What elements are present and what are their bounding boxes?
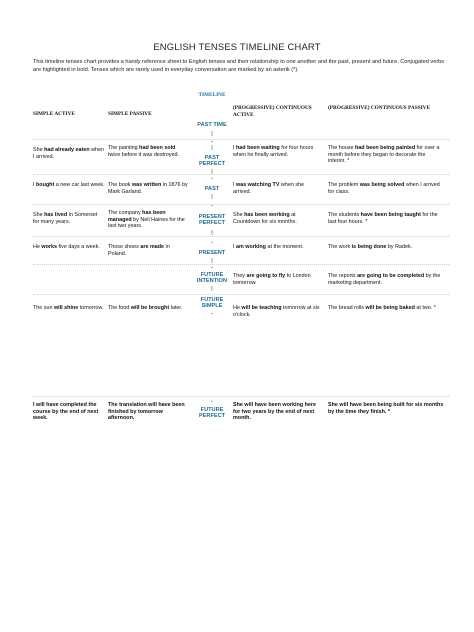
- sentence-text: I: [233, 182, 236, 188]
- timeline-past-perfect: PAST PERFECT: [198, 155, 226, 168]
- timeline-tick: |: [211, 258, 213, 264]
- sentence-text: in Poland.: [108, 244, 170, 257]
- sentence-text: by the marketing department.: [328, 273, 441, 286]
- timeline-arrow-icon: ⌄: [209, 398, 215, 404]
- cell-simple-active: [33, 305, 105, 312]
- sentence-text: in 1876 by Mark Garland.: [108, 182, 188, 195]
- cell-progressive-passive: [328, 244, 444, 251]
- conjugated-verb: had been waiting: [236, 145, 280, 151]
- sentence-text: She: [33, 212, 45, 218]
- cell-progressive-active: [233, 305, 323, 318]
- timeline-present-perfect: PRESENT PERFECT: [198, 214, 226, 227]
- sentence-text: five days a week.: [56, 244, 100, 250]
- cell-simple-active: [33, 147, 105, 160]
- sentence-text: when I arrived for class.: [328, 182, 440, 195]
- row-separator: [33, 294, 449, 295]
- conjugated-verb: She will have been being built for six months by the time they finish. *: [328, 402, 444, 415]
- conjugated-verb: are made: [140, 244, 165, 250]
- timeline-tick: |: [211, 169, 213, 175]
- conjugated-verb: She will have been working here for two years by the end of next month.: [233, 402, 316, 422]
- timeline-arrow-icon: ⌄: [209, 138, 215, 144]
- conjugated-verb: I will have completed the course by the end of next week.: [33, 402, 99, 422]
- conjugated-verb: was being solved: [359, 182, 405, 188]
- cell-simple-active: [33, 402, 105, 422]
- conjugated-verb: am working: [236, 244, 266, 250]
- sentence-text: tomorrow at six o'clock.: [233, 305, 320, 318]
- sentence-text: for over a month before they began to decorate the interior. *: [328, 145, 440, 165]
- column-header-progressive-active: (PROGRESSIVE) CONTINUOUS ACTIVE: [233, 105, 312, 118]
- sentence-text: The food: [108, 305, 131, 311]
- sentence-text: He: [233, 305, 242, 311]
- sentence-text: The students: [328, 212, 361, 218]
- conjugated-verb: had been being painted: [354, 145, 416, 151]
- timeline-future-perfect: FUTURE PERFECT: [198, 407, 226, 420]
- conjugated-verb: had already eaten: [44, 147, 90, 153]
- conjugated-verb: will shine: [53, 305, 79, 311]
- sentence-text: I: [233, 244, 236, 250]
- timeline-present: PRESENT: [198, 250, 226, 256]
- conjugated-verb: will be brought: [130, 305, 170, 311]
- sentence-text: for four hours when he finally arrived.: [233, 145, 314, 158]
- timeline-arrow-icon: ⌄: [209, 239, 215, 245]
- row-separator: [33, 204, 449, 205]
- timeline-future-intention: FUTURE INTENTION: [196, 272, 228, 285]
- sentence-text: by Radek.: [386, 244, 413, 250]
- cell-progressive-passive: [328, 273, 444, 286]
- cell-simple-active: [33, 212, 105, 225]
- timeline-tick: |: [211, 131, 213, 137]
- page-title: ENGLISH TENSES TIMELINE CHART: [153, 41, 321, 52]
- cell-progressive-passive: [328, 402, 444, 415]
- sentence-text: later.: [169, 305, 183, 311]
- timeline-future-simple: FUTURE SIMPLE: [200, 297, 224, 310]
- sentence-text: Those shoes: [108, 244, 141, 250]
- cell-progressive-active: [233, 182, 323, 195]
- sentence-text: twice before it was destroyed.: [108, 151, 180, 158]
- sentence-text: The book: [108, 182, 132, 188]
- sentence-text: at Countdown for six months.: [233, 212, 297, 225]
- cell-simple-passive: [108, 210, 188, 230]
- sentence-text: The company: [108, 210, 143, 216]
- conjugated-verb: was watching TV: [236, 182, 280, 188]
- cell-simple-active: [33, 182, 105, 189]
- column-header-simple-active: SIMPLE ACTIVE: [33, 111, 75, 117]
- cell-progressive-passive: [328, 182, 444, 195]
- sentence-text: She: [233, 212, 245, 218]
- conjugated-verb: is being done: [351, 244, 387, 250]
- timeline-header: TIMELINE: [198, 92, 226, 98]
- cell-simple-active: [33, 244, 105, 251]
- sentence-text: The painting: [108, 145, 140, 151]
- sentence-text: a new car last week.: [54, 182, 105, 188]
- column-header-simple-passive: SIMPLE PASSIVE: [108, 111, 152, 117]
- cell-simple-passive: [108, 402, 188, 422]
- cell-progressive-active: [233, 212, 323, 225]
- conjugated-verb: was written: [131, 182, 162, 188]
- conjugated-verb: has lived: [44, 212, 68, 218]
- cell-progressive-active: [233, 145, 323, 158]
- sentence-text: when I arrived.: [33, 147, 105, 160]
- cell-simple-passive: [108, 145, 188, 158]
- timeline-tick: |: [211, 286, 213, 292]
- sentence-text: The problem: [328, 182, 360, 188]
- sentence-text: I: [233, 145, 236, 151]
- conjugated-verb: works: [41, 244, 57, 250]
- sentence-text: in Somerset for many years.: [33, 212, 98, 225]
- sentence-text: at two. *: [414, 305, 436, 311]
- conjugated-verb: The translation will have been finished by tomorrow afternoon.: [108, 402, 185, 422]
- timeline-arrow-icon: ⌄: [209, 264, 215, 270]
- conjugated-verb: had been sold: [139, 145, 176, 151]
- cell-progressive-passive: [328, 305, 444, 312]
- conjugated-verb: are going to be completed: [357, 273, 425, 279]
- timeline-tick: |: [211, 145, 213, 151]
- cell-progressive-active: [233, 273, 323, 286]
- cell-simple-passive: [108, 244, 188, 257]
- sentence-text: She: [33, 147, 45, 153]
- conjugated-verb: has been working: [244, 212, 290, 218]
- timeline-past: PAST: [204, 186, 220, 192]
- conjugated-verb: will be teaching: [241, 305, 282, 311]
- conjugated-verb: are going to fly: [246, 273, 286, 279]
- sentence-text: The reports: [328, 273, 358, 279]
- cell-progressive-passive: [328, 212, 444, 225]
- row-separator: [33, 174, 449, 175]
- conjugated-verb: has been managed: [108, 210, 166, 223]
- sentence-text: They: [233, 273, 247, 279]
- timeline-arrow-icon: ⌄: [209, 202, 215, 208]
- sentence-text: by Neil Haines for the last two years.: [108, 216, 185, 230]
- cell-simple-passive: [108, 305, 188, 312]
- row-separator: [33, 396, 449, 397]
- sentence-text: tomorrow.: [78, 305, 104, 311]
- row-separator: [33, 264, 449, 265]
- column-header-progressive-passive: (PROGRESSIVE) CONTINUOUS PASSIVE: [328, 105, 431, 111]
- timeline-arrow-icon: ⌄: [209, 175, 215, 181]
- timeline-past-time: PAST TIME: [197, 122, 227, 128]
- row-separator: [33, 139, 449, 140]
- sentence-text: at the moment.: [265, 244, 304, 250]
- sentence-text: The house: [328, 145, 355, 151]
- sentence-text: when she arrived.: [233, 182, 305, 195]
- conjugated-verb: bought: [36, 182, 55, 188]
- intro-paragraph: This timeline tenses chart provides a handy reference sheet to English tenses and their relationship to one another and the past, present and future. Conjugated verbs are highlighted in bold. Tenses which are rarely used in everyday conversation are marked by an asterik (*).: [33, 59, 445, 74]
- sentence-text: The bread rolls: [328, 305, 366, 311]
- sentence-text: The work: [328, 244, 352, 250]
- cell-progressive-active: [233, 244, 323, 251]
- sentence-text: I: [33, 182, 36, 188]
- conjugated-verb: have been being taught: [360, 212, 421, 218]
- row-separator: [33, 236, 449, 237]
- conjugated-verb: will be being baked: [365, 305, 415, 311]
- timeline-tick: |: [211, 230, 213, 236]
- cell-progressive-active: [233, 402, 323, 422]
- sentence-text: for the last four hours. *: [328, 212, 438, 225]
- timeline-tick: |: [211, 194, 213, 200]
- cell-simple-passive: [108, 182, 188, 195]
- timeline-arrow-icon: ⌄: [209, 310, 215, 316]
- sentence-text: to London tomorrow.: [233, 273, 311, 286]
- cell-progressive-passive: [328, 145, 444, 165]
- sentence-text: He: [33, 244, 42, 250]
- sentence-text: The sun: [33, 305, 54, 311]
